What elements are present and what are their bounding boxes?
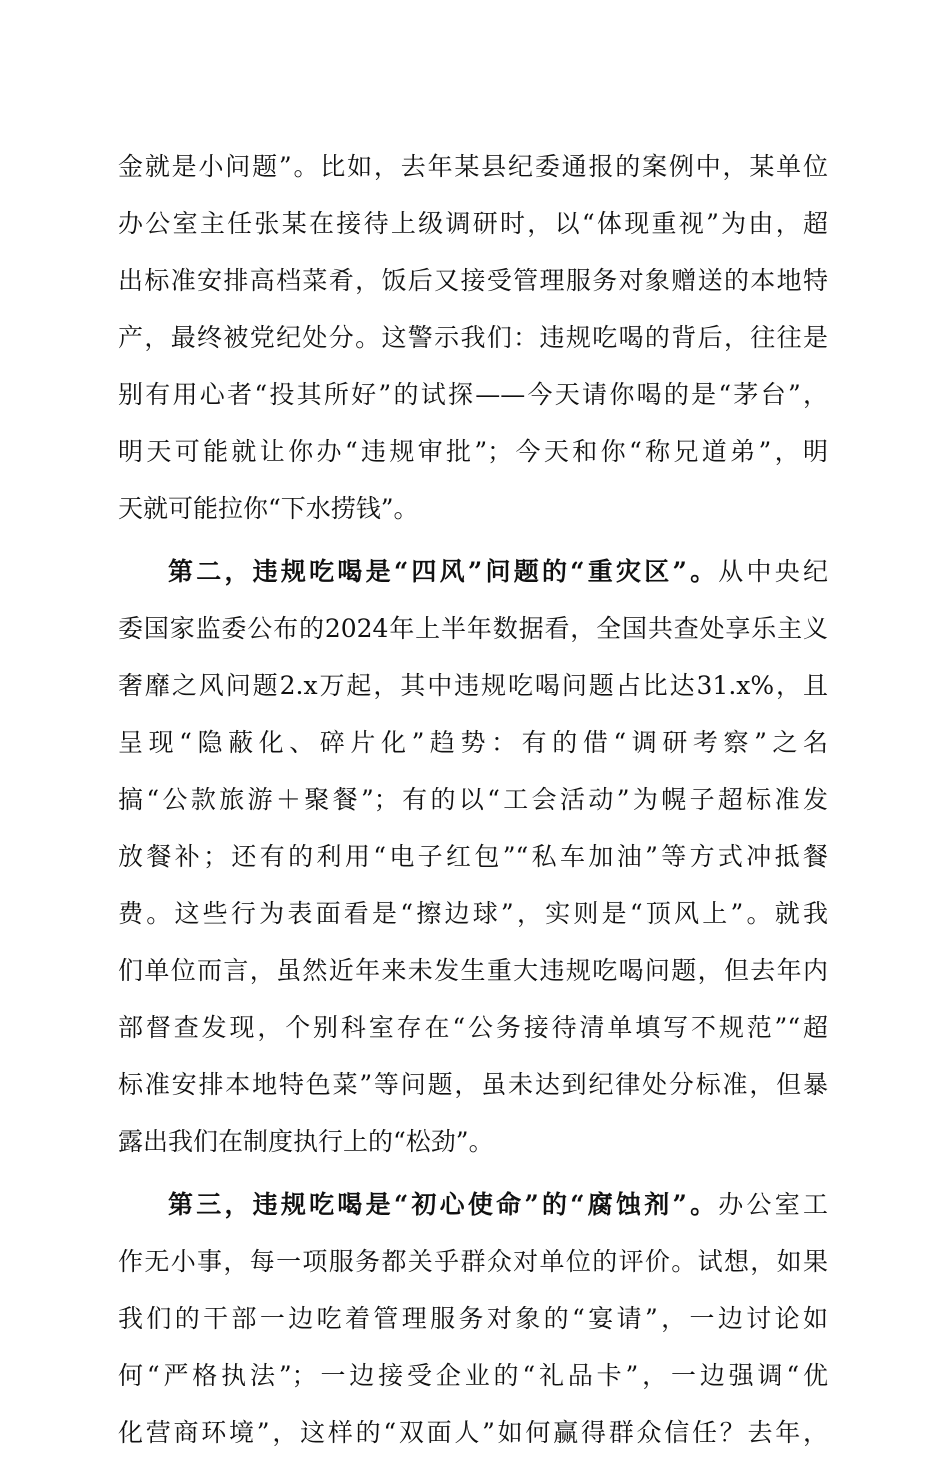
text-line: 出标准安排高档菜肴，饭后又接受管理服务对象赠送的本地特 <box>118 266 828 295</box>
text-line: 标准安排本地特色菜”等问题，虽未达到纪律处分标准，但暴 <box>118 1070 828 1099</box>
paragraph-heading: 第二，违规吃喝是“四风”问题的“重灾区”。 <box>168 557 719 586</box>
text-line: 奢靡之风问题2.x万起，其中违规吃喝问题占比达31.x%，且 <box>118 671 828 700</box>
text-line: 我们的干部一边吃着管理服务对象的“宴请”，一边讨论如 <box>118 1304 828 1333</box>
text-line: 们单位而言，虽然近年来未发生重大违规吃喝问题，但去年内 <box>118 956 828 985</box>
text-line: 明天可能就让你办“违规审批”；今天和你“称兄道弟”，明 <box>118 437 828 466</box>
text-line: 办公室主任张某在接待上级调研时，以“体现重视”为由，超 <box>118 209 828 238</box>
paragraph-heading: 第三，违规吃喝是“初心使命”的“腐蚀剂”。 <box>168 1190 719 1219</box>
text-line: 产，最终被党纪处分。这警示我们：违规吃喝的背后，往往是 <box>118 323 828 352</box>
text-line: 天就可能拉你“下水捞钱”。 <box>118 494 419 523</box>
text-line: 作无小事，每一项服务都关乎群众对单位的评价。试想，如果 <box>118 1247 828 1276</box>
text-line: 委国家监委公布的2024年上半年数据看，全国共查处享乐主义 <box>118 614 828 643</box>
text-fragment: 办公室工 <box>718 1190 828 1219</box>
text-line: 部督查发现，个别科室存在“公务接待清单填写不规范”“超 <box>118 1013 828 1042</box>
text-line: 呈现“隐蔽化、碎片化”趋势：有的借“调研考察”之名 <box>118 728 828 757</box>
paragraph-first-line <box>118 543 828 600</box>
text-line: 化营商环境”，这样的“双面人”如何赢得群众信任？去年， <box>118 1418 828 1447</box>
document-body <box>118 138 828 1461</box>
text-line: 露出我们在制度执行上的“松劲”。 <box>118 1127 494 1156</box>
text-line: 金就是小问题”。比如，去年某县纪委通报的案例中，某单位 <box>118 152 828 181</box>
text-line: 放餐补；还有的利用“电子红包”“私车加油”等方式冲抵餐 <box>118 842 828 871</box>
text-fragment: 从中央纪 <box>718 557 828 586</box>
text-line: 费。这些行为表面看是“擦边球”，实则是“顶风上”。就我 <box>118 899 828 928</box>
paragraph-3 <box>118 1176 828 1461</box>
text-line: 别有用心者“投其所好”的试探——今天请你喝的是“茅台”， <box>118 380 829 409</box>
text-line: 搞“公款旅游＋聚餐”；有的以“工会活动”为幌子超标准发 <box>118 785 828 814</box>
text-line: 何“严格执法”；一边接受企业的“礼品卡”，一边强调“优 <box>118 1361 828 1390</box>
paragraph-first-line <box>118 1176 828 1233</box>
paragraph-1 <box>118 138 828 537</box>
paragraph-2 <box>118 543 828 1170</box>
